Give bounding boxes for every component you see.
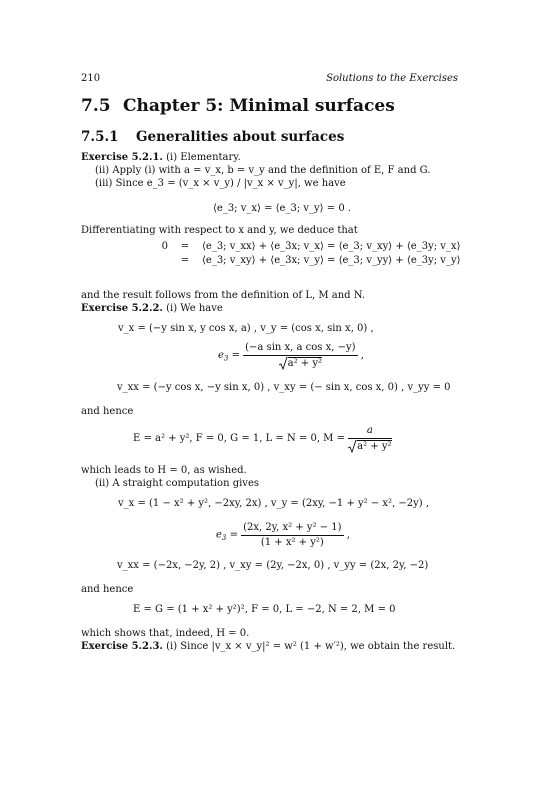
section-heading <box>81 129 344 145</box>
ex522-part-i: (i) We have <box>166 303 223 314</box>
denominator: a² + y² <box>348 439 391 453</box>
ex521-part-i: (i) Elementary. <box>166 152 241 163</box>
ex522-part-ii: (ii) A straight computation gives <box>95 478 259 489</box>
and-hence-1: and hence <box>81 406 134 417</box>
fraction-M <box>348 425 391 453</box>
section-number: 7.5.1 <box>81 129 119 145</box>
denominator: a² + y² <box>243 356 357 370</box>
eq-row1-rhs: ⟨e_3; v_xx⟩ + ⟨e_3x; v_x⟩ = ⟨e_3; v_xy⟩ + ⟨e_3y; v_x⟩ <box>202 240 461 252</box>
fraction <box>241 522 343 549</box>
paragraph-differentiating: Differentiating with respect to x and y, we deduce that <box>81 225 358 236</box>
equation-EFG-2: E = G = (1 + x² + y²)², F = 0, L = −2, N = 2, M = 0 <box>133 604 396 615</box>
numerator: (2x, 2y, x² + y² − 1) <box>241 522 343 536</box>
ex522-line <box>81 303 223 315</box>
ex521-part-iii: (iii) Since e_3 = (v_x × v_y) / |v_x × v_y|, we have <box>95 178 346 189</box>
ex521-line <box>81 152 241 164</box>
chapter-title: Chapter 5: Minimal surfaces <box>123 96 395 116</box>
numerator: (−a sin x, a cos x, −y) <box>243 342 357 356</box>
exercise-label: Exercise 5.2.1. <box>81 152 163 163</box>
numerator: a <box>348 425 391 439</box>
equation-EFG-1 <box>133 425 392 453</box>
fraction <box>243 342 357 370</box>
eq-row2-rhs: ⟨e_3; v_xy⟩ + ⟨e_3x; v_y⟩ = ⟨e_3; v_yy⟩ + ⟨e_3y; v_y⟩ <box>202 254 461 266</box>
ex521-part-ii: (ii) Apply (i) with a = v_x, b = v_y and the definition of E, F and G. <box>95 165 431 176</box>
page-number: 210 <box>81 73 101 84</box>
ex523-line <box>81 641 455 653</box>
paragraph-result: and the result follows from the definition of L, M and N. <box>81 290 366 301</box>
exercise-label: Exercise 5.2.2. <box>81 303 163 314</box>
paragraph-H-zero: which leads to H = 0, as wished. <box>81 465 247 476</box>
sqrt-symbol <box>348 440 357 453</box>
denominator: (1 + x² + y²) <box>260 537 324 548</box>
equation-vx-vy-1: v_x = (−y sin x, y cos x, a) , v_y = (cos x, sin x, 0) , <box>118 323 374 334</box>
ex523-text: (i) Since |v_x × v_y|² = w² (1 + w′²), we obtain the result. <box>166 641 456 652</box>
equation-e3-fraction-1: $e_3$ = $\frac{\text{(−a sin x, a cos x, −y)}}{\text{a² + y²}}$ , <box>218 342 364 369</box>
and-hence-2: and hence <box>81 584 134 595</box>
eq-row1-lhs: 0 <box>161 240 168 252</box>
equation-vx-vy-2: v_x = (1 − x² + y², −2xy, 2x) , v_y = (2xy, −1 + y² − x², −2y) , <box>118 498 430 509</box>
sqrt-symbol <box>279 357 288 370</box>
efg-text: E = a² + y², F = 0, G = 1, L = N = 0, M = <box>133 433 345 444</box>
chapter-number: 7.5 <box>81 96 111 116</box>
exercise-label: Exercise 5.2.3. <box>81 641 163 652</box>
running-title: Solutions to the Exercises <box>326 73 458 84</box>
equation-array-derivatives: 0 = ⟨e_3; v_xx⟩ + ⟨e_3x; v_x⟩ = ⟨e_3; v_xy⟩ + ⟨e_3y; v_x⟩ = ⟨e_3; v_xy⟩ + ⟨e_3x; v_y⟩ = ⟨e_3; v_yy⟩ + ⟨e_3y; v_y⟩ <box>150 239 465 267</box>
paragraph-shows: which shows that, indeed, H = 0. <box>81 628 250 639</box>
equation-e3-fraction-2: $e_3$ = $\frac{\text{(2x, 2y, x² + y² − 1)}}{\text{(1 + x² + y²)}}$ , <box>216 522 350 548</box>
equation-vxx-1: v_xx = (−y cos x, −y sin x, 0) , v_xy = (− sin x, cos x, 0) , v_yy = 0 <box>117 382 451 393</box>
equation-e3-orthogonal: ⟨e_3; v_x⟩ = ⟨e_3; v_y⟩ = 0 . <box>213 203 352 214</box>
section-title: Generalities about surfaces <box>136 129 345 145</box>
chapter-heading <box>81 96 395 116</box>
equation-vxx-2: v_xx = (−2x, −2y, 2) , v_xy = (2y, −2x, 0) , v_yy = (2x, 2y, −2) <box>117 560 429 571</box>
